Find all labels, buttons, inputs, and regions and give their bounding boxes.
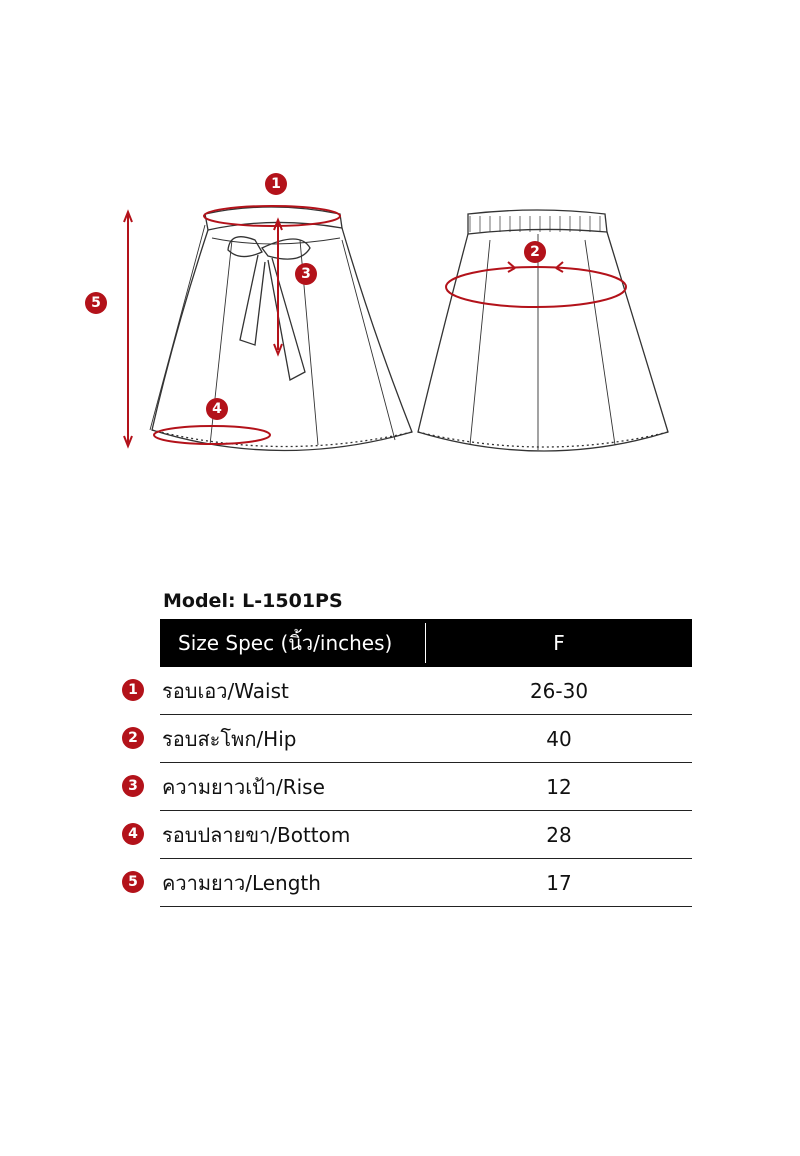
skirt-illustration — [0, 0, 800, 500]
row-value: 17 — [546, 870, 572, 895]
row-value: 28 — [546, 822, 572, 847]
table-row — [128, 667, 692, 715]
marker-3-badge: 3 — [295, 263, 317, 285]
row-number-badge: 5 — [122, 871, 144, 893]
marker-1-badge: 1 — [265, 173, 287, 195]
skirt-drawing — [0, 0, 800, 500]
row-label: รอบปลายขา/Bottom — [162, 822, 351, 847]
row-value: 12 — [546, 774, 572, 799]
table-row — [128, 811, 692, 859]
header-size-f: F — [553, 631, 565, 655]
size-spec-table — [128, 619, 692, 907]
row-label: ความยาว/Length — [162, 870, 321, 895]
marker-4-badge: 4 — [206, 398, 228, 420]
row-number-badge: 4 — [122, 823, 144, 845]
row-label: รอบสะโพก/Hip — [162, 726, 297, 751]
row-label: ความยาวเป้า/Rise — [162, 774, 325, 799]
marker-2-badge: 2 — [524, 241, 546, 263]
model-label: Model: L-1501PS — [163, 590, 343, 612]
table-row — [128, 763, 692, 811]
marker-5-badge: 5 — [85, 292, 107, 314]
table-row — [128, 859, 692, 907]
header-size-spec: Size Spec (นิ้ว/inches) — [160, 623, 426, 663]
row-number-badge: 1 — [122, 679, 144, 701]
row-number-badge: 3 — [122, 775, 144, 797]
row-value: 26-30 — [529, 678, 589, 703]
row-value: 40 — [546, 726, 572, 751]
row-number-badge: 2 — [122, 727, 144, 749]
table-row — [128, 715, 692, 763]
row-label: รอบเอว/Waist — [162, 678, 289, 703]
table-header — [160, 619, 692, 667]
